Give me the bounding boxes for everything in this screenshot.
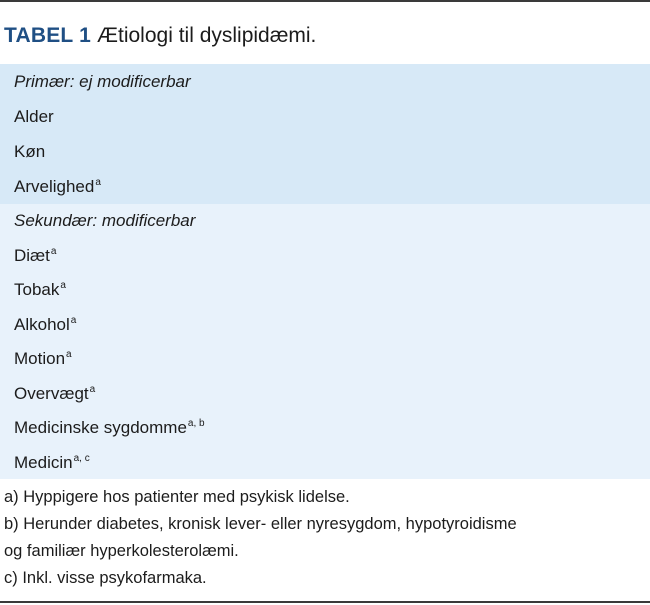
footnote-marker: a xyxy=(95,177,101,188)
row-label: Medicinske sygdomme xyxy=(14,418,187,437)
row-label: Motion xyxy=(14,349,66,368)
table-row xyxy=(0,239,650,274)
row-label: Medicin xyxy=(14,452,73,472)
table-title xyxy=(4,22,316,50)
primary-heading: Primær: ej modificerbar xyxy=(14,72,191,91)
footnote-b-continued: og familiær hyperkolesterolæmi. xyxy=(4,542,239,560)
footnote-b: b) Herunder diabetes, kronisk lever- eller nyresygdom, hypotyroidisme xyxy=(4,515,517,533)
table-row xyxy=(0,99,650,134)
table-row xyxy=(0,134,650,169)
footnote-marker: a, c xyxy=(73,452,90,464)
row-label: Overvægt xyxy=(14,383,89,403)
table-row xyxy=(0,169,650,204)
footnote-a: a) Hyppigere hos patienter med psykisk lidelse. xyxy=(4,488,350,506)
primary-group xyxy=(0,64,650,204)
footnote-marker: a xyxy=(50,245,57,257)
footnote-marker: a xyxy=(89,383,96,395)
table-row xyxy=(0,308,650,343)
row-label: Køn xyxy=(14,142,46,161)
secondary-heading: Sekundær: modificerbar xyxy=(14,211,196,230)
row-label: Diæt xyxy=(14,245,50,265)
secondary-group xyxy=(0,204,650,479)
table-row xyxy=(0,446,650,481)
row-label: Arvelighed xyxy=(14,177,95,196)
footnote-marker: a xyxy=(70,314,77,326)
row-label: Alder xyxy=(14,107,54,126)
table-row xyxy=(0,342,650,377)
footnote-c: c) Inkl. visse psykofarmaka. xyxy=(4,569,207,587)
row-label: Tobak xyxy=(14,280,60,299)
footnote-marker: a xyxy=(60,280,66,291)
table-caption: Ætiologi til dyslipidæmi. xyxy=(96,24,317,47)
footnote-marker: a xyxy=(66,349,72,360)
footnote-marker: a, b xyxy=(187,418,205,429)
table-row xyxy=(0,411,650,446)
footnotes xyxy=(4,484,517,592)
table-row xyxy=(0,273,650,308)
row-label: Alkohol xyxy=(14,314,70,334)
top-rule xyxy=(0,0,650,2)
bottom-rule xyxy=(0,601,650,603)
table-number: TABEL 1 xyxy=(4,24,91,47)
table-row xyxy=(0,377,650,412)
